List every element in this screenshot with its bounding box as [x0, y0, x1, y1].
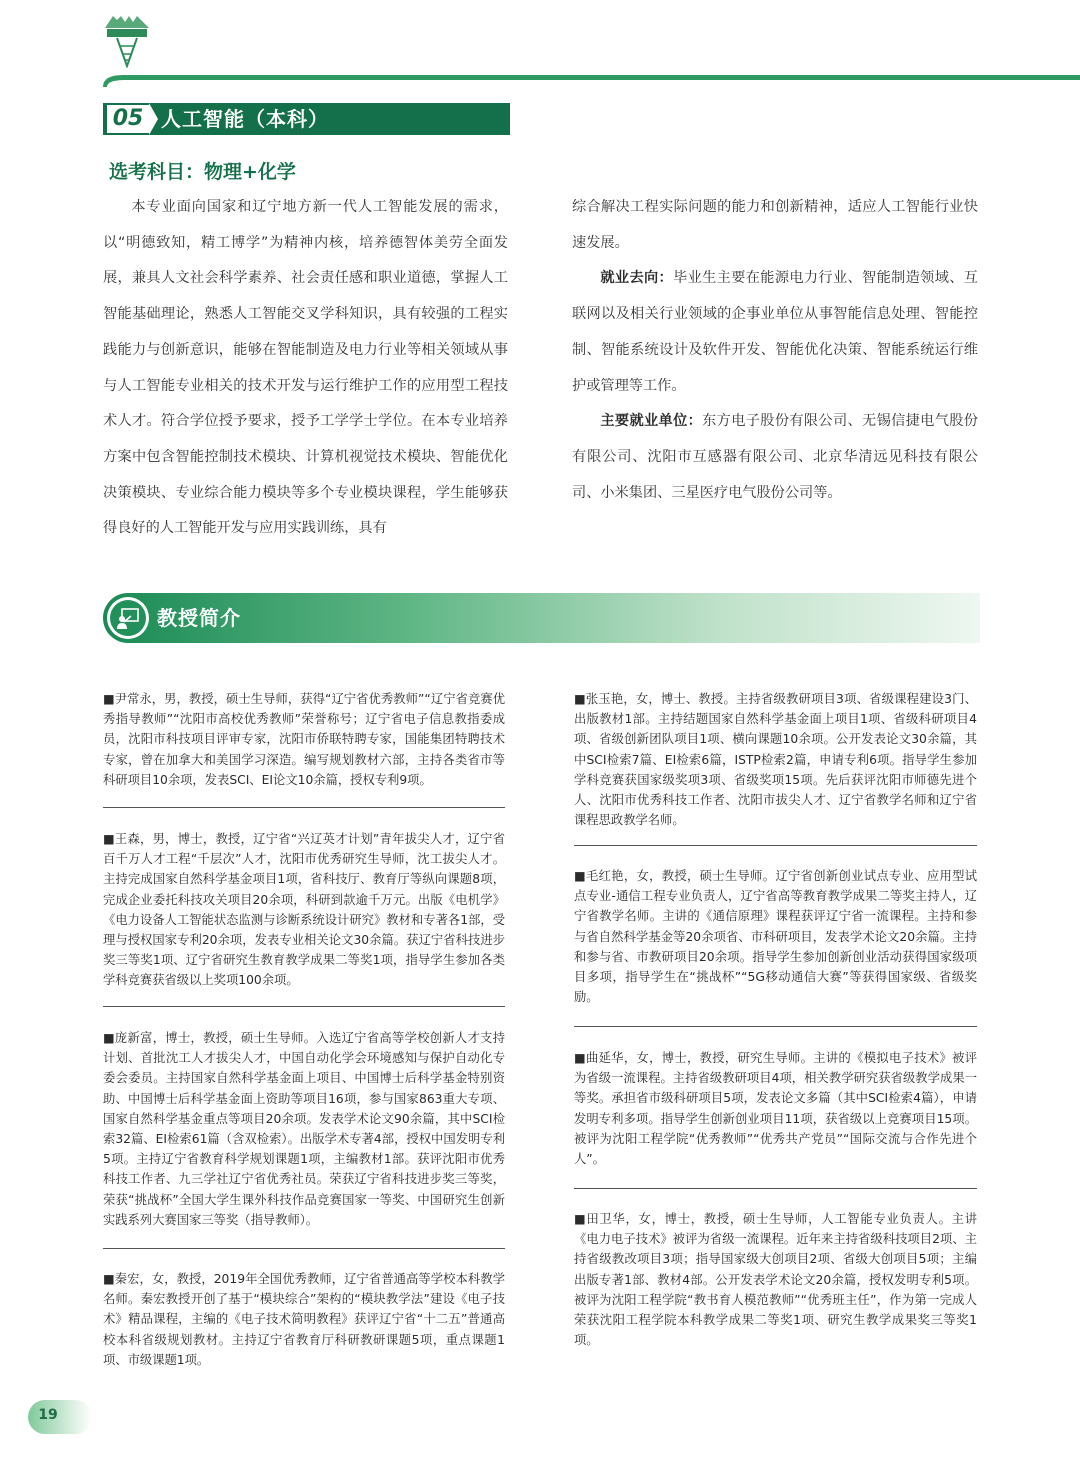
professors-banner	[103, 593, 980, 643]
employment-label: 就业去向：	[600, 270, 674, 287]
employment-paragraph	[572, 261, 978, 404]
section-banner	[103, 103, 510, 135]
employers-label: 主要就业单位：	[600, 413, 703, 430]
page-number: 19	[38, 1407, 58, 1423]
professor-bio: ■尹常永，男，教授，硕士生导师，获得“辽宁省优秀教师”“辽宁省竞赛优秀指导教师”“沈阳市高校优秀教师”荣誉称号；辽宁省电子信息教指委成员，沈阳市科技项目评审专家，沈阳市侨联特聘专家，国能集团特聘技术专家，曾在加拿大和美国学习深造。编写规划教材六部，主持各类省市等科研项目10余项，发表SCI、EI论文10余篇，授权专利9项。	[103, 692, 505, 787]
professor-bio: ■田卫华，女，博士，教授，硕士生导师，人工智能专业负责人。主讲《电力电子技术》被评为省级一流课程。近年来主持省级科技项目2项、主持省级教改项目3项；指导国家级大创项目2项、省级大创项目5项；主编出版专著1部、教材4部。公开发表学术论文20余篇，授权发明专利5项。被评为沈阳工程学院“教书育人模范教师”“优秀班主任”，作为第一完成人荣获沈阳工程学院本科教学成果二等奖1项、研究生教学成果奖三等奖1项。	[574, 1212, 977, 1348]
professor-bio: ■王森，男，博士，教授，辽宁省“兴辽英才计划”青年拔尖人才，辽宁省百千万人才工程“千层次”人才，沈阳市优秀研究生导师，沈工拔尖人才。主持完成国家自然科学基金项目1项，省科技厅、教育厅等纵向课题8项，完成企业委托科技攻关项目20余项，科研到款逾千万元。出版《电机学》《电力设备人工智能状态监测与诊断系统设计研究》教材和专著各1部，受理与授权国家专利20余项，发表专业相关论文30余篇。获辽宁省科技进步奖三等奖1项、辽宁省研究生教育教学成果二等奖1项，指导学生参加各类学科竞赛获省级以上奖项100余项。	[103, 832, 505, 988]
bio-divider	[103, 1006, 505, 1007]
header-rule	[103, 71, 1080, 87]
bio-divider	[103, 807, 505, 808]
professor-bio: ■张玉艳，女，博士、教授。主持省级教研项目3项、省级课程建设3门、出版教材1部。主持结题国家自然科学基金面上项目1项、省级科研项目4项、省级创新团队项目1项、横向课题10余项。公开发表论文30余篇，其中SCI检索7篇、EI检索6篇，ISTP检索2篇，申请专利6项。指导学生参加学科竞赛获国家级奖项3项、省级奖项15项。先后获评沈阳市师德先进个人、沈阳市优秀科技工作者、沈阳市拔尖人才、辽宁省教学名师和辽宁省课程思政教学名师。	[574, 692, 977, 828]
intro-left-column: 本专业面向国家和辽宁地方新一代人工智能发展的需求，以“明德致知，精工博学”为精神内核，培养德智体美劳全面发展，兼具人文社会科学素养、社会责任感和职业道德，掌握人工智能基础理论，熟悉人工智能交叉学科知识，具有较强的工程实践能力与创新意识，能够在智能制造及电力行业等相关领域从事与人工智能专业相关的技术开发与运行维护工作的应用型工程技术人才。符合学位授予要求，授予工学学士学位。在本专业培养方案中包含智能控制技术模块、计算机视觉技术模块、智能优化决策模块、专业综合能力模块等多个专业模块课程，学生能够获得良好的人工智能开发与应用实践训练，具有	[103, 199, 508, 537]
page-number-badge	[28, 1400, 92, 1434]
subject-requirement: 选考科目：物理+化学	[109, 161, 296, 183]
professor-bio: ■毛红艳，女，教授，硕士生导师。辽宁省创新创业试点专业、应用型试点专业-通信工程专业负责人，辽宁省高等教育教学成果二等奖主持人，辽宁省教学名师。主讲的《通信原理》课程获评辽宁省一流课程。主持和参与省自然科学基金等20余项省、市科研项目，发表学术论文20余篇。主持和参与省、市教研项目20余项。指导学生参加创新创业活动获得国家级项目多项，指导学生在“挑战杯”“5G移动通信大赛”等获得国家级、省级奖励。	[574, 869, 977, 1005]
chevron-right-icon	[149, 103, 158, 135]
professor-bio: ■庞新富，博士，教授，硕士生导师。入选辽宁省高等学校创新人才支持计划、首批沈工人才拔尖人才，中国自动化学会环境感知与保护自动化专委会委员。主持国家自然科学基金面上项目、中国博士后科学基金特别资助、中国博士后科学基金面上资助等项目16项，参与国家863重大专项、国家自然科学基金重点等项目20余项。发表学术论文90余篇，其中SCI检索32篇、EI检索61篇（含双检索）。出版学术专著4部，授权中国发明专利5项。主持辽宁省教育科学规划课题1项，主编教材1部。获评沈阳市优秀科技工作者、九三学社辽宁省优秀社员。荣获辽宁省科技进步奖三等奖，荣获“挑战杯”全国大学生课外科技作品竞赛国家一等奖、中国研究生创新实践系列大赛国家三等奖（指导教师）。	[103, 1031, 505, 1227]
teacher-icon	[107, 597, 149, 639]
bio-divider	[574, 1026, 977, 1027]
school-logo-icon	[103, 14, 151, 68]
employment-text: 毕业生主要在能源电力行业、智能制造领域、互联网以及相关行业领域的企事业单位从事智能信息处理、智能控制、智能系统设计及软件开发、智能优化决策、智能系统运行维护或管理等工作。	[572, 270, 978, 394]
professor-bio: ■秦宏，女，教授，2019年全国优秀教师，辽宁省普通高等学校本科教学名师。秦宏教授开创了基于“模块综合”架构的“模块教学法”建设《电子技术》精品课程，主编的《电子技术简明教程》获评辽宁省“十二五”普通高校本科省级规划教材。主持辽宁省教育厅科研教研课题5项，重点课题1项、市级课题1项。	[103, 1272, 505, 1367]
intro-right-column	[572, 190, 978, 511]
bio-divider	[103, 1248, 505, 1249]
professors-heading: 教授简介	[157, 606, 241, 630]
employers-paragraph	[572, 404, 978, 511]
professor-bio: ■曲延华，女，博士，教授，研究生导师。主讲的《模拟电子技术》被评为省级一流课程。主持省级教研项目4项，相关教学研究获省级教学成果一等奖。承担省市级科研项目5项，发表论文多篇（其中SCI检索4篇），申请发明专利多项。指导学生创新创业项目11项，获省级以上竞赛项目15项。被评为沈阳工程学院“优秀教师”“优秀共产党员”“国际交流与合作先进个人”。	[574, 1051, 977, 1167]
section-title: 人工智能（本科）	[161, 107, 329, 131]
bio-divider	[574, 1188, 977, 1189]
section-number: 05	[107, 105, 149, 133]
intro-continuation: 综合解决工程实际问题的能力和创新精神，适应人工智能行业快速发展。	[572, 199, 978, 251]
employers-text: 东方电子股份有限公司、无锡信捷电气股份有限公司、沈阳市互感器有限公司、北京华清远见科技有限公司、小米集团、三星医疗电气股份公司等。	[572, 413, 978, 501]
bio-divider	[574, 845, 977, 846]
